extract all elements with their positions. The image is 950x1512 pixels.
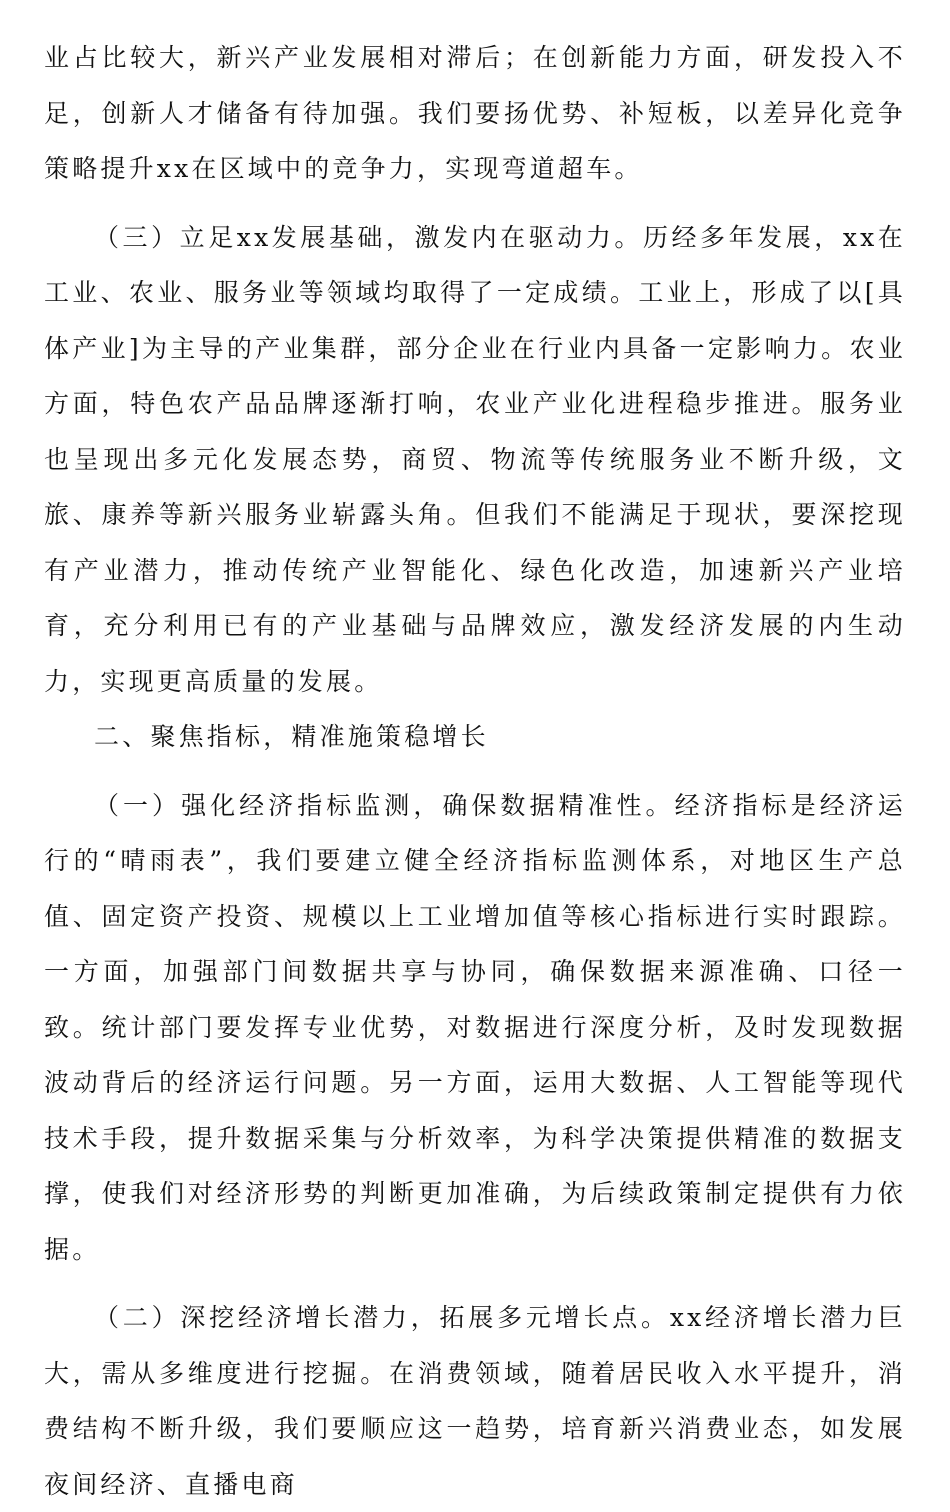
- paragraph-subsection-one: （一）强化经济指标监测，确保数据精准性。经济指标是经济运行的“晴雨表”，我们要建立健全经济指标监测体系，对地区生产总值、固定资产投资、规模以上工业增加值等核心指标进行实时跟踪。一方面，加强部门间数据共享与协同，确保数据来源准确、口径一致。统计部门要发挥专业优势，对数据进行深度分析，及时发现数据波动背后的经济运行问题。另一方面，运用大数据、人工智能等现代技术手段，提升数据采集与分析效率，为科学决策提供精准的数据支撑，使我们对经济形势的判断更加准确，为后续政策制定提供有力依据。: [44, 790, 906, 1264]
- document-page: [44, 30, 906, 1512]
- paragraph-continuation: 业占比较大，新兴产业发展相对滞后；在创新能力方面，研发投入不足，创新人才储备有待加强。我们要扬优势、补短板，以差异化竞争策略提升xx在区域中的竞争力，实现弯道超车。: [44, 43, 906, 183]
- paragraph-subsection-two: （二）深挖经济增长潜力，拓展多元增长点。xx经济增长潜力巨大，需从多维度进行挖掘。在消费领域，随着居民收入水平提升，消费结构不断升级，我们要顺应这一趋势，培育新兴消费业态，如发展夜间经济、直播电商: [44, 1303, 906, 1499]
- section-heading: 二、聚焦指标，精准施策稳增长: [94, 722, 489, 751]
- paragraph-section-three: （三）立足xx发展基础，激发内在驱动力。历经多年发展，xx在工业、农业、服务业等领域均取得了一定成绩。工业上，形成了以[具体产业]为主导的产业集群，部分企业在行业内具备一定影响力。农业方面，特色农产品品牌逐渐打响，农业产业化进程稳步推进。服务业也呈现出多元化发展态势，商贸、物流等传统服务业不断升级，文旅、康养等新兴服务业崭露头角。但我们不能满足于现状，要深挖现有产业潜力，推动传统产业智能化、绿色化改造，加速新兴产业培育，充分利用已有的产业基础与品牌效应，激发经济发展的内生动力，实现更高质量的发展。: [44, 222, 906, 696]
